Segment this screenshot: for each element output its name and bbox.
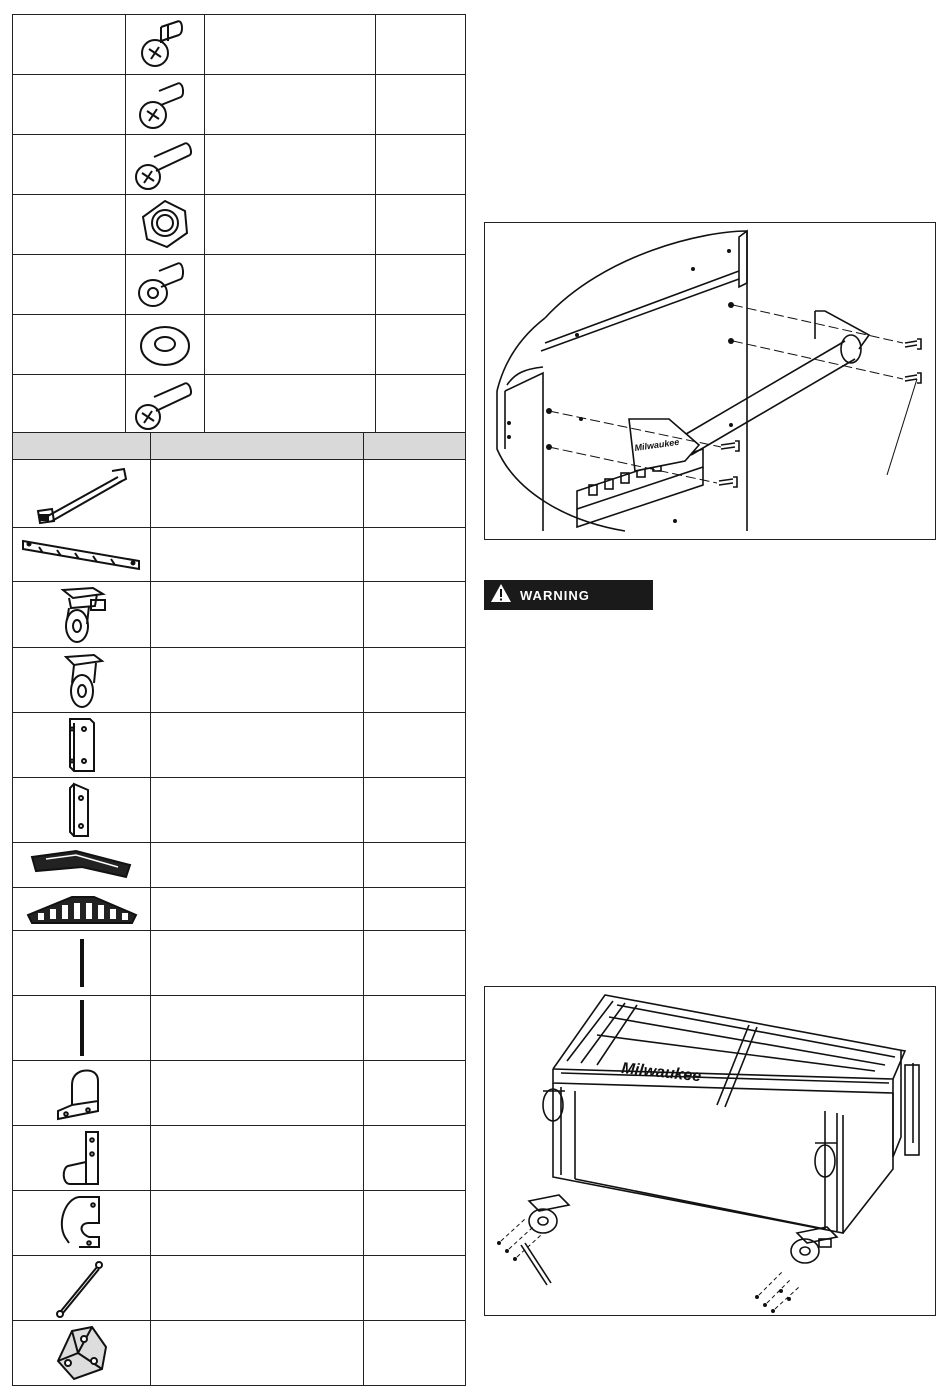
- z-bracket-icon: [13, 1061, 151, 1126]
- cord-hook-icon: [13, 1191, 151, 1256]
- part-qty: [364, 1191, 466, 1256]
- corner-bumper-icon: [13, 843, 151, 888]
- part-qty: [364, 460, 466, 528]
- hardware-description: [205, 15, 376, 75]
- hardware-qty: [376, 15, 466, 75]
- hardware-qty: [376, 315, 466, 375]
- part-description: [151, 888, 364, 931]
- long-screw-icon: [126, 135, 205, 195]
- hardware-key: [13, 255, 126, 315]
- handle-bar-icon: [13, 460, 151, 528]
- part-description: [151, 648, 364, 713]
- tool-rail-icon: [13, 528, 151, 582]
- hardware-row: [13, 15, 466, 75]
- hardware-row: [13, 195, 466, 255]
- part-qty: [364, 1061, 466, 1126]
- hardware-description: [205, 135, 376, 195]
- wide-bracket-icon: [13, 713, 151, 778]
- hardware-key: [13, 195, 126, 255]
- parts-table: [12, 432, 466, 1386]
- part-qty: [364, 843, 466, 888]
- hardware-row: [13, 375, 466, 435]
- hardware-description: [205, 375, 376, 435]
- part-qty: [364, 931, 466, 996]
- part-description: [151, 1256, 364, 1321]
- hardware-key: [13, 15, 126, 75]
- parts-row: [13, 1256, 466, 1321]
- part-description: [151, 1061, 364, 1126]
- corner-casting-icon: [13, 1321, 151, 1386]
- hardware-key: [13, 75, 126, 135]
- part-qty: [364, 778, 466, 843]
- part-description: [151, 460, 364, 528]
- parts-row: [13, 460, 466, 528]
- rigid-caster-icon: [13, 648, 151, 713]
- part-qty: [364, 648, 466, 713]
- part-description: [151, 1126, 364, 1191]
- part-qty: [364, 888, 466, 931]
- hardware-description: [205, 255, 376, 315]
- nut-icon: [126, 195, 205, 255]
- hardware-key: [13, 135, 126, 195]
- caster-installation-figure: [484, 986, 936, 1316]
- hardware-description: [205, 75, 376, 135]
- parts-row: [13, 888, 466, 931]
- part-qty: [364, 528, 466, 582]
- parts-row: [13, 931, 466, 996]
- part-description: [151, 931, 364, 996]
- swivel-caster-brake-icon: [13, 582, 151, 648]
- handle-installation-figure: [484, 222, 936, 540]
- parts-header-part: [13, 433, 151, 460]
- hardware-qty: [376, 75, 466, 135]
- parts-row: [13, 778, 466, 843]
- parts-row: [13, 1126, 466, 1191]
- screw-icon: [126, 75, 205, 135]
- part-description: [151, 528, 364, 582]
- hardware-qty: [376, 375, 466, 435]
- parts-row: [13, 843, 466, 888]
- warning-label: WARNING: [520, 587, 590, 603]
- part-qty: [364, 582, 466, 648]
- hardware-description: [205, 315, 376, 375]
- part-qty: [364, 1256, 466, 1321]
- parts-row: [13, 1061, 466, 1126]
- hardware-row: [13, 315, 466, 375]
- parts-row: [13, 648, 466, 713]
- narrow-bracket-icon: [13, 778, 151, 843]
- hardware-row: [13, 135, 466, 195]
- part-description: [151, 843, 364, 888]
- part-qty: [364, 996, 466, 1061]
- parts-row: [13, 1321, 466, 1386]
- part-qty: [364, 1321, 466, 1386]
- part-description: [151, 996, 364, 1061]
- washer-icon: [126, 315, 205, 375]
- part-description: [151, 713, 364, 778]
- hardware-row: [13, 255, 466, 315]
- screw-icon: [126, 15, 205, 75]
- warning-banner: [484, 580, 653, 610]
- hardware-table: [12, 14, 466, 435]
- hardware-key: [13, 375, 126, 435]
- long-screw-icon: [126, 375, 205, 435]
- hardware-row: [13, 75, 466, 135]
- part-qty: [364, 1126, 466, 1191]
- parts-row: [13, 528, 466, 582]
- part-qty: [364, 713, 466, 778]
- parts-row: [13, 996, 466, 1061]
- hardware-qty: [376, 255, 466, 315]
- short-rod-icon: [13, 931, 151, 996]
- corner-tray-icon: [13, 888, 151, 931]
- j-hook-icon: [13, 1126, 151, 1191]
- parts-header-qty: [364, 433, 466, 460]
- part-description: [151, 1191, 364, 1256]
- hardware-key: [13, 315, 126, 375]
- brand-logo: Milwaukee: [620, 1060, 702, 1086]
- hardware-qty: [376, 195, 466, 255]
- part-description: [151, 582, 364, 648]
- bolt-rod-icon: [13, 1256, 151, 1321]
- long-rod-icon: [13, 996, 151, 1061]
- parts-header-row: [13, 433, 466, 460]
- hardware-description: [205, 195, 376, 255]
- part-description: [151, 1321, 364, 1386]
- parts-row: [13, 713, 466, 778]
- warning-triangle-icon: [490, 583, 512, 608]
- barrel-nut-icon: [126, 255, 205, 315]
- parts-row: [13, 1191, 466, 1256]
- parts-row: [13, 582, 466, 648]
- svg-text:Milwaukee: Milwaukee: [633, 436, 680, 453]
- hardware-qty: [376, 135, 466, 195]
- parts-header-description: [151, 433, 364, 460]
- part-description: [151, 778, 364, 843]
